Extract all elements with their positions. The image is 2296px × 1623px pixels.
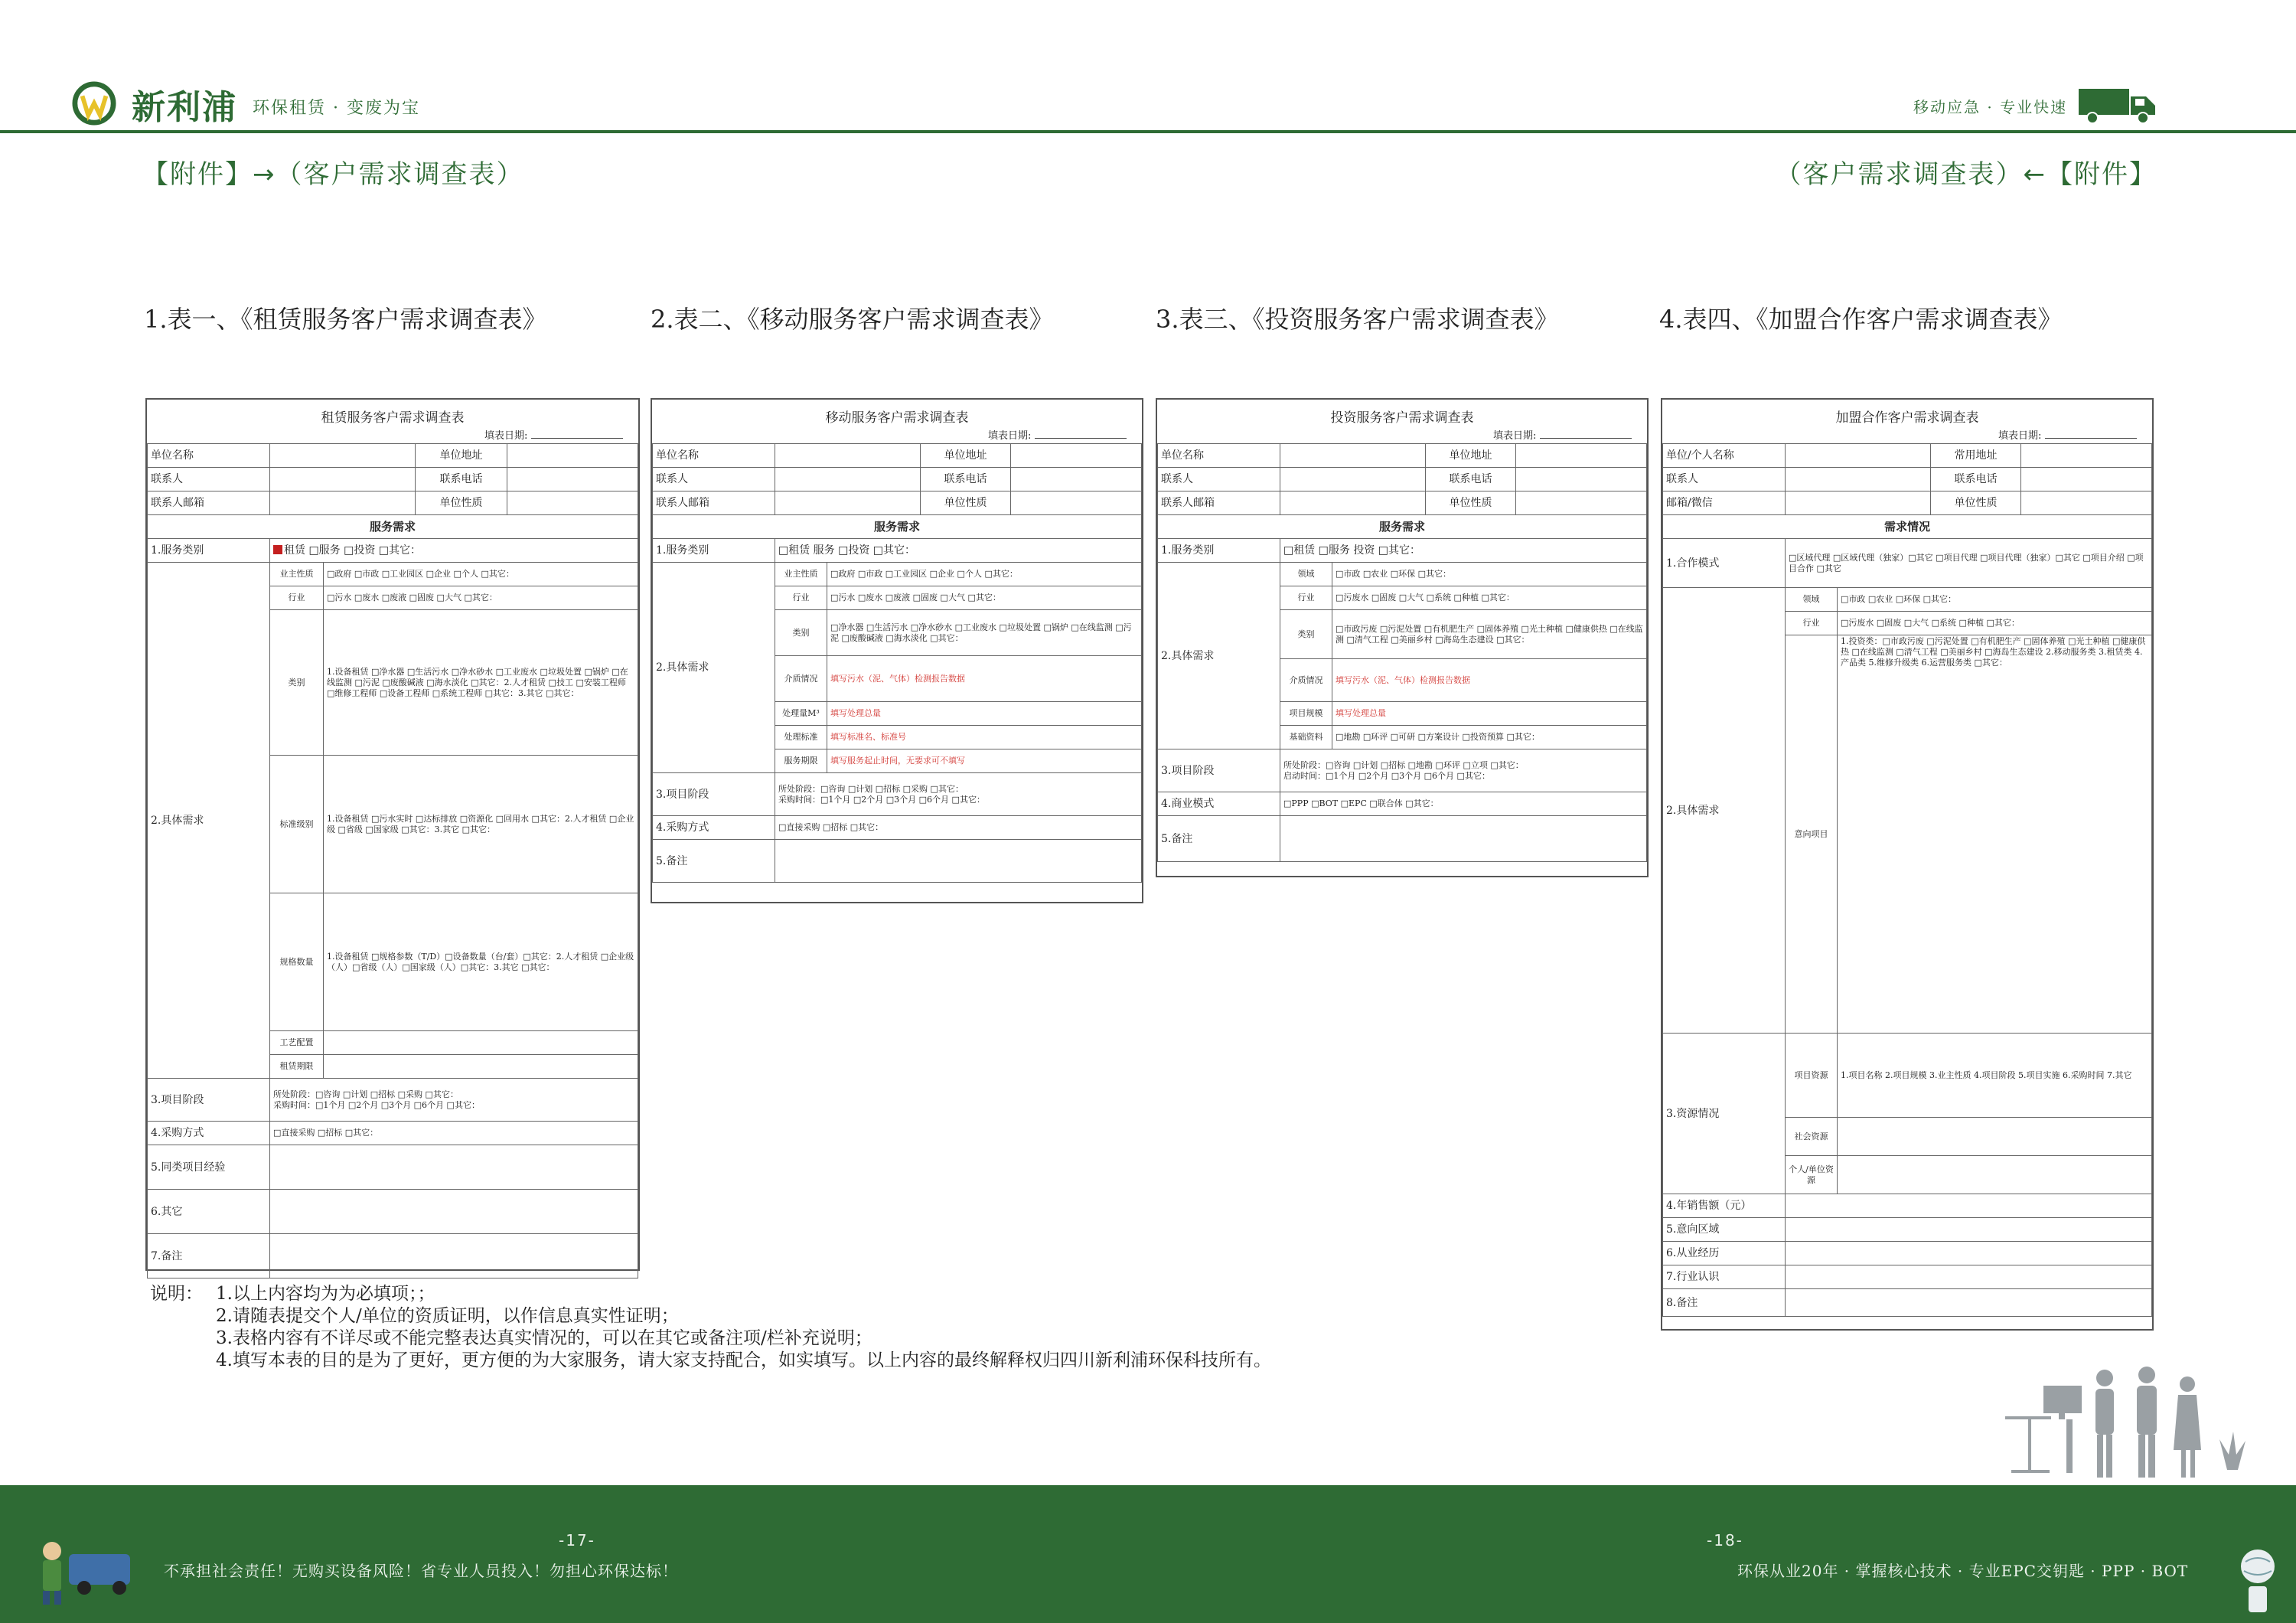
contact-phone-field[interactable]: [2021, 468, 2152, 491]
section-demand-situation: 需求情况: [1663, 515, 2152, 539]
contact-email-label: 联系人邮箱: [653, 491, 775, 515]
form-title-4: 4.表四、《加盟合作客户需求调查表》: [1659, 305, 2063, 334]
standard-hint[interactable]: 填写标准名、标准号: [827, 726, 1142, 749]
unit-nature-field[interactable]: [1516, 491, 1647, 515]
form-investment-service: [1156, 398, 1649, 877]
experience-label: 5.同类项目经验: [148, 1145, 270, 1190]
form-lease-service: [145, 398, 640, 1271]
project-resources-label: 项目资源: [1786, 1034, 1838, 1118]
purchase-time-line[interactable]: 采购时间：□1个月 □2个月 □3个月 □6个月 □其它：: [778, 794, 985, 805]
common-address-field[interactable]: [2021, 444, 2152, 468]
note-item: 3.表格内容有不详尽或不能完整表达真实情况的，可以在其它或备注项/栏补充说明；: [216, 1328, 872, 1348]
note-item: 2.请随表提交个人/单位的资质证明，以作信息真实性证明；: [216, 1306, 679, 1326]
standard-label: 标准级别: [270, 756, 324, 893]
email-wechat-label: 邮箱/微信: [1663, 491, 1786, 515]
industry-options[interactable]: □污废水 □固废 □大气 □系统 □种植 □其它：: [1838, 612, 2152, 635]
specific-needs-label: 2.具体需求: [1158, 563, 1280, 749]
unit-nature-field[interactable]: [1011, 491, 1142, 515]
fill-date-field[interactable]: [1540, 429, 1632, 439]
contact-label: 联系人: [148, 468, 270, 491]
procurement-options[interactable]: □直接采购 □招标 □其它：: [775, 816, 1142, 840]
industry-knowledge-field[interactable]: [1786, 1265, 2152, 1289]
medium-hint[interactable]: 填写污水（泥、气体）检测报告数据: [1332, 659, 1647, 702]
unit-address-label: 单位地址: [416, 444, 507, 468]
contact-email-field[interactable]: [775, 491, 921, 515]
service-type-label: 1.服务类别: [653, 539, 775, 563]
annual-sales-label: 4.年销售额（元）: [1663, 1194, 1786, 1218]
contact-email-label: 联系人邮箱: [148, 491, 270, 515]
cooperation-mode-options[interactable]: □区域代理 □区域代理（独家）□其它 □项目代理 □项目代理（独家）□其它 □项目介绍 □项目合作 □其它: [1786, 539, 2152, 588]
field-label: 领域: [1280, 563, 1332, 586]
contact-phone-label: 联系电话: [1426, 468, 1516, 491]
unit-person-field[interactable]: [1786, 444, 1931, 468]
industry-label: 行业: [1280, 586, 1332, 610]
contact-phone-field[interactable]: [1516, 468, 1647, 491]
notes-section: [150, 1283, 1271, 1372]
base-docs-label: 基础资料: [1280, 726, 1332, 749]
contact-field[interactable]: [775, 468, 921, 491]
owner-nature-options[interactable]: □政府 □市政 □工业园区 □企业 □个人 □其它：: [324, 563, 638, 586]
section-service-needs: 服务需求: [148, 515, 638, 539]
experience-field[interactable]: [270, 1145, 638, 1190]
service-options[interactable]: □租赁 服务 □投资 □其它：: [775, 539, 1142, 563]
page-header: [0, 0, 2296, 135]
field-options[interactable]: □市政 □农业 □环保 □其它：: [1838, 588, 2152, 612]
unit-address-field[interactable]: [1516, 444, 1647, 468]
procurement-options[interactable]: □直接采购 □招标 □其它：: [270, 1122, 638, 1145]
contact-field[interactable]: [1786, 468, 1931, 491]
form-heading: 租赁服务客户需求调查表: [321, 410, 465, 426]
footer-left-slogan: 不承担社会责任！无购买设备风险！省专业人员投入！勿担心环保达标！: [164, 1562, 678, 1580]
personal-resources-label: 个人/单位资源: [1786, 1156, 1838, 1194]
capacity-hint[interactable]: 填写处理总量: [827, 702, 1142, 726]
remark-field[interactable]: [1786, 1289, 2152, 1317]
email-wechat-field[interactable]: [1786, 491, 1931, 515]
unit-address-field[interactable]: [1011, 444, 1142, 468]
work-experience-label: 6.从业经历: [1663, 1242, 1786, 1265]
intent-region-field[interactable]: [1786, 1218, 2152, 1242]
form-mobile-service: [651, 398, 1143, 903]
contact-label: 联系人: [1158, 468, 1280, 491]
purchase-time-line[interactable]: 采购时间：□1个月 □2个月 □3个月 □6个月 □其它：: [273, 1099, 480, 1110]
intent-project-options[interactable]: 1.投资类：□市政污废 □污泥处置 □有机肥生产 □固体养殖 □光土种植 □健康供热 □在线监测 □清气工程 □美丽乡村 □海岛生态建设 2.移动服务类 3.租赁类 4.产品类 5.维修升级类 6.运营服务类 □其它：: [1838, 635, 2152, 1034]
fill-date-field[interactable]: [2045, 429, 2137, 439]
unit-person-label: 单位/个人名称: [1663, 444, 1786, 468]
social-resources-field[interactable]: [1838, 1118, 2152, 1156]
project-scale-hint[interactable]: 填写处理总量: [1332, 702, 1647, 726]
cooperation-mode-label: 1.合作模式: [1663, 539, 1786, 588]
social-resources-label: 社会资源: [1786, 1118, 1838, 1156]
project-stage-label: 3.项目阶段: [148, 1079, 270, 1122]
project-scale-label: 项目规模: [1280, 702, 1332, 726]
category-options[interactable]: □净水器 □生活污水 □净水砂水 □工业废水 □垃圾处置 □锅炉 □在线监测 □污泥 □废酸碱液 □海水淡化 □其它：: [827, 610, 1142, 656]
category-label: 类别: [270, 610, 324, 756]
notes-label: 说明：: [150, 1284, 203, 1304]
common-address-label: 常用地址: [1931, 444, 2021, 468]
trade-label: 行业: [775, 586, 827, 610]
footer-right-slogan: 环保从业20年 · 掌握核心技术 · 专业EPC交钥匙 · PPP · BOT: [1737, 1562, 2189, 1580]
contact-phone-label: 联系电话: [921, 468, 1011, 491]
remark-label: 5.备注: [653, 840, 775, 883]
contact-field[interactable]: [1280, 468, 1426, 491]
stage-line[interactable]: 所处阶段：□咨询 □计划 □招标 □采购 □其它：: [778, 783, 964, 794]
period-label: 服务期限: [775, 749, 827, 773]
unit-nature-field[interactable]: [2021, 491, 2152, 515]
unit-nature-label: 单位性质: [921, 491, 1011, 515]
business-people-illustration: [1990, 1355, 2250, 1485]
specific-needs-label: 2.具体需求: [1663, 588, 1786, 1034]
brand-name: 新利浦: [132, 88, 237, 127]
form-heading: 移动服务客户需求调查表: [825, 410, 969, 426]
owner-nature-label: 业主性质: [775, 563, 827, 586]
contact-field[interactable]: [270, 468, 416, 491]
unit-nature-label: 单位性质: [1931, 491, 2021, 515]
owner-nature-label: 业主性质: [270, 563, 324, 586]
other-field[interactable]: [270, 1190, 638, 1234]
category-options[interactable]: 1.设备租赁 □净水器 □生活污水 □净水砂水 □工业废水 □垃圾处置 □锅炉 □在线监测 □污泥 □废酸碱液 □海水淡化 □其它：2.人才租赁 □技工 □安装工程师 □维修工程师 □设备工程师 □系统工程师 □其它：3.其它 □其它：: [324, 610, 638, 756]
field-options[interactable]: □市政 □农业 □环保 □其它：: [1332, 563, 1647, 586]
annual-sales-field[interactable]: [1786, 1194, 2152, 1218]
contact-phone-label: 联系电话: [1931, 468, 2021, 491]
owner-nature-options[interactable]: □政府 □市政 □工业园区 □企业 □个人 □其它：: [827, 563, 1142, 586]
brand-logo-icon: [72, 81, 116, 126]
category-options[interactable]: □市政污废 □污泥处置 □有机肥生产 □固体养殖 □光土种植 □健康供热 □在线监测 □清气工程 □美丽乡村 □海岛生态建设 □其它：: [1332, 610, 1647, 659]
specific-needs-label: 2.具体需求: [148, 563, 270, 1079]
intent-project-label: 意向项目: [1786, 635, 1838, 1034]
contact-email-field[interactable]: [270, 491, 416, 515]
remark-field[interactable]: [1280, 816, 1647, 862]
other-label: 6.其它: [148, 1190, 270, 1234]
checkbox-checked[interactable]: [273, 545, 282, 554]
stage-line[interactable]: 所处阶段：□咨询 □计划 □招标 □地勘 □环评 □立项 □其它：: [1283, 759, 1524, 770]
scale-options[interactable]: 1.设备租赁 □规格参数（T/D）□设备数量（台/套）□其它：2.人才租赁 □企业级（人）□省级（人）□国家级（人）□其它：3.其它 □其它：: [324, 893, 638, 1031]
industry-label: 行业: [1786, 612, 1838, 635]
fill-date-field[interactable]: [1035, 429, 1127, 439]
process-config-label: 工艺配置: [270, 1031, 324, 1055]
lease-term-field[interactable]: [324, 1055, 638, 1079]
project-stage-label: 3.项目阶段: [1158, 749, 1280, 792]
fill-date-label: 填表日期:: [987, 430, 1032, 442]
form-title-1: 1.表一、《租赁服务客户需求调查表》: [144, 305, 547, 334]
page-number-left: -17-: [559, 1531, 595, 1550]
unit-address-field[interactable]: [507, 444, 638, 468]
contact-phone-field[interactable]: [507, 468, 638, 491]
section-heading-left: 【附件】→（客户需求调查表）: [142, 159, 524, 190]
intent-region-label: 5.意向区域: [1663, 1218, 1786, 1242]
form-heading: 投资服务客户需求调查表: [1330, 410, 1474, 426]
remark-label: 8.备注: [1663, 1289, 1786, 1317]
unit-address-label: 单位地址: [1426, 444, 1516, 468]
standard-options[interactable]: 1.设备租赁 □污水实时 □达标排放 □资源化 □回用水 □其它：2.人才租赁 □企业级 □省级 □国家级 □其它：3.其它 □其它：: [324, 756, 638, 893]
remark-label: 7.备注: [148, 1234, 270, 1278]
section-heading-right: （客户需求调查表）←【附件】: [1775, 159, 2157, 190]
contact-phone-label: 联系电话: [416, 468, 507, 491]
resources-label: 3.资源情况: [1663, 1034, 1786, 1194]
phone-globe-icon: [2235, 1539, 2281, 1615]
service-options[interactable]: □租赁 □服务 投资 □其它：: [1280, 539, 1647, 563]
contact-email-field[interactable]: [1280, 491, 1426, 515]
service-type-label: 1.服务类别: [148, 539, 270, 563]
trade-options[interactable]: □污水 □废水 □废液 □固废 □大气 □其它：: [827, 586, 1142, 610]
unit-nature-label: 单位性质: [1426, 491, 1516, 515]
note-item: 1.以上内容均为为必填项；；: [216, 1284, 435, 1304]
truck-icon: [2079, 86, 2158, 124]
unit-nature-field[interactable]: [507, 491, 638, 515]
form-heading: 加盟合作客户需求调查表: [1835, 410, 1979, 426]
unit-name-field[interactable]: [775, 444, 921, 468]
form-title-2: 2.表二、《移动服务客户需求调查表》: [651, 305, 1054, 334]
note-item: 4.填写本表的目的是为了更好，更方便的为大家服务，请大家支持配合，如实填写。以上内容的最终解释权归四川新利浦环保科技所有。: [216, 1350, 1271, 1370]
service-type-label: 1.服务类别: [1158, 539, 1280, 563]
service-options: 租赁 □服务 □投资 □其它：: [284, 544, 422, 557]
fill-date-field[interactable]: [531, 429, 623, 439]
lease-term-label: 租赁期限: [270, 1055, 324, 1079]
remark-field[interactable]: [270, 1234, 638, 1278]
unit-name-field[interactable]: [1280, 444, 1426, 468]
page-footer: [0, 1485, 2296, 1623]
stage-line[interactable]: 所处阶段：□咨询 □计划 □招标 □采购 □其它：: [273, 1089, 458, 1099]
personal-resources-field[interactable]: [1838, 1156, 2152, 1194]
capacity-label: 处理量M³: [775, 702, 827, 726]
unit-name-field[interactable]: [270, 444, 416, 468]
medium-label: 介质情况: [1280, 659, 1332, 702]
unit-name-label: 单位名称: [148, 444, 270, 468]
form-title-3: 3.表三、《投资服务客户需求调查表》: [1156, 305, 1559, 334]
category-label: 类别: [775, 610, 827, 656]
trade-label: 行业: [270, 586, 324, 610]
section-service-needs: 服务需求: [1158, 515, 1647, 539]
specific-needs-label: 2.具体需求: [653, 563, 775, 773]
remark-field[interactable]: [775, 840, 1142, 883]
mascot-truck-icon: [31, 1531, 138, 1608]
contact-label: 联系人: [653, 468, 775, 491]
page-number-right: -18-: [1707, 1531, 1743, 1550]
brand-slogan: 环保租赁 · 变废为宝: [253, 99, 420, 118]
category-label: 类别: [1280, 610, 1332, 659]
contact-phone-field[interactable]: [1011, 468, 1142, 491]
work-experience-field[interactable]: [1786, 1242, 2152, 1265]
contact-label: 联系人: [1663, 468, 1786, 491]
period-hint[interactable]: 填写服务起止时间，无要求可不填写: [827, 749, 1142, 773]
section-service-needs: 服务需求: [653, 515, 1142, 539]
remark-label: 5.备注: [1158, 816, 1280, 862]
start-time-line[interactable]: 启动时间：□1个月 □2个月 □3个月 □6个月 □其它：: [1283, 770, 1490, 781]
field-label: 领域: [1786, 588, 1838, 612]
process-config-field[interactable]: [324, 1031, 638, 1055]
form-franchise-cooperation: [1661, 398, 2154, 1331]
standard-label: 处理标准: [775, 726, 827, 749]
business-model-label: 4.商业模式: [1158, 792, 1280, 816]
unit-nature-label: 单位性质: [416, 491, 507, 515]
project-stage-label: 3.项目阶段: [653, 773, 775, 816]
procurement-label: 4.采购方式: [653, 816, 775, 840]
fill-date-label: 填表日期:: [1998, 430, 2042, 442]
header-right-slogan: 移动应急 · 专业快速: [1913, 98, 2068, 116]
project-resources-field[interactable]: 1.项目名称 2.项目规模 3.业主性质 4.项目阶段 5.项目实施 6.采购时间 7.其它: [1838, 1034, 2152, 1118]
fill-date-label: 填表日期:: [1492, 430, 1537, 442]
fill-date-label: 填表日期:: [484, 430, 528, 442]
procurement-label: 4.采购方式: [148, 1122, 270, 1145]
base-docs-options[interactable]: □地勘 □环评 □可研 □方案设计 □投资预算 □其它：: [1332, 726, 1647, 749]
industry-knowledge-label: 7.行业认识: [1663, 1265, 1786, 1289]
business-model-options[interactable]: □PPP □BOT □EPC □联合体 □其它：: [1280, 792, 1647, 816]
scale-label: 规格数量: [270, 893, 324, 1031]
unit-name-label: 单位名称: [1158, 444, 1280, 468]
unit-address-label: 单位地址: [921, 444, 1011, 468]
medium-label: 介质情况: [775, 656, 827, 702]
trade-options[interactable]: □污水 □废水 □废液 □固废 □大气 □其它：: [324, 586, 638, 610]
contact-email-label: 联系人邮箱: [1158, 491, 1280, 515]
medium-hint[interactable]: 填写污水（泥、气体）检测报告数据: [827, 656, 1142, 702]
header-divider: [0, 130, 2296, 133]
unit-name-label: 单位名称: [653, 444, 775, 468]
industry-options[interactable]: □污废水 □固废 □大气 □系统 □种植 □其它：: [1332, 586, 1647, 610]
